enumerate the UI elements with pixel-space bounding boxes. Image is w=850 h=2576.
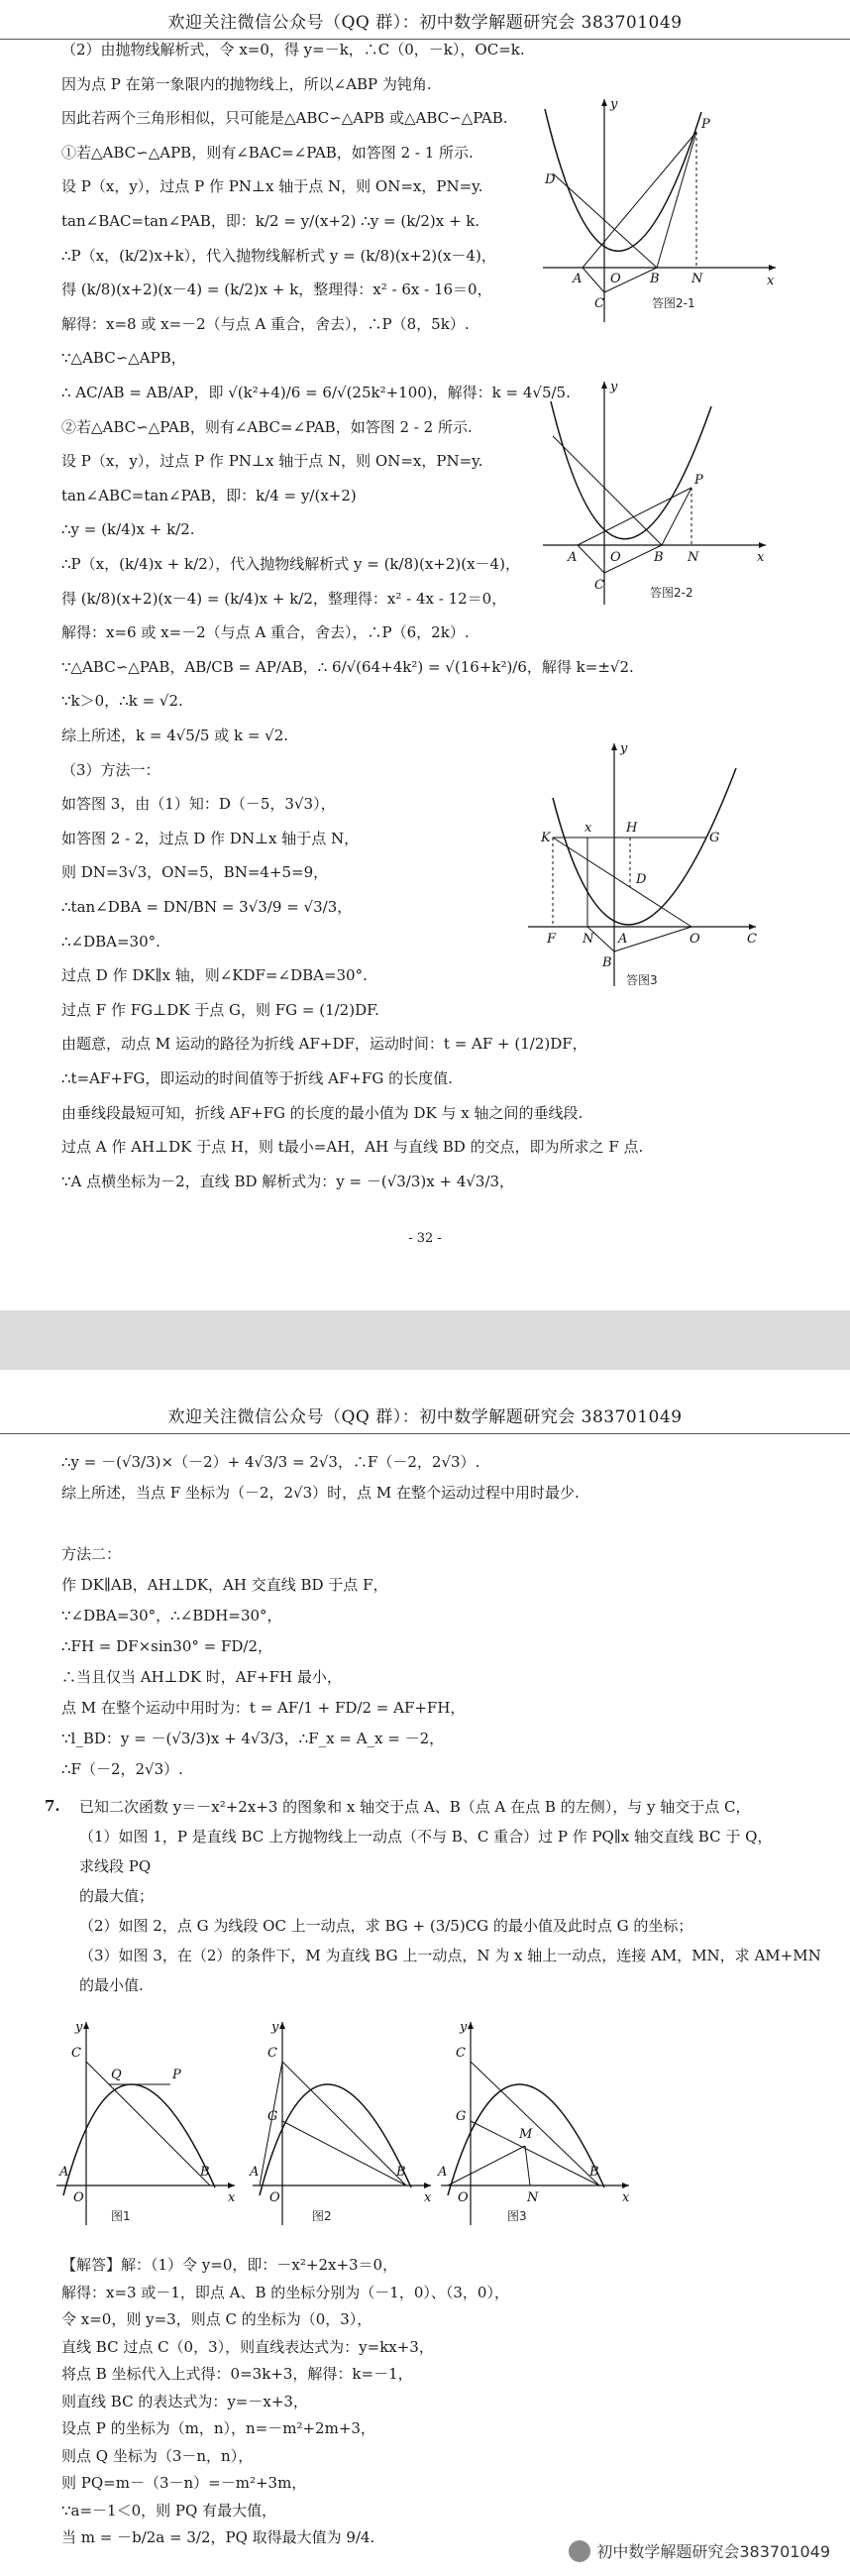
text-line: 的最小值. (79, 1976, 144, 1994)
text-line: 因为点 P 在第一象限内的抛物线上，所以∠ABP 为钝角. (61, 74, 432, 93)
point-label-b: B (396, 2165, 406, 2180)
point-label-c: C (456, 2046, 466, 2061)
point-label-c: C (594, 296, 604, 311)
axis-label-y: y (460, 2020, 468, 2035)
point-label-a: N (583, 932, 594, 947)
document-page-2 (0, 1373, 850, 2576)
point-label-b: B (200, 2165, 210, 2180)
text-line: ∴ AC/AB = AB/AP，即 √(k²+4)/6 = 6/√(25k²+100)，解得：k = 4√5/5. (61, 384, 571, 401)
point-label-c: B (602, 955, 612, 970)
text-line: ∵A 点横坐标为－2，直线 BD 解析式为：y = －(√3/3)x + 4√3/3， (61, 1172, 515, 1190)
figure-caption: 图3 (507, 2209, 527, 2223)
axis-label-x: x (767, 274, 775, 288)
point-label-m: M (519, 2127, 533, 2142)
text-line: 由垂线段最短可知，折线 AF+FG 的长度的最小值为 DK 与 x 轴之间的垂线段. (61, 1103, 584, 1122)
point-label-a: A (573, 272, 583, 286)
watermark (569, 2539, 830, 2562)
point-label-o: O (458, 2190, 469, 2205)
axis-label-x: x (424, 2190, 432, 2205)
text-line: 如答图 3，由（1）知：D（－5，3√3）， (61, 795, 336, 814)
point-label-n: N (688, 550, 699, 565)
point-label-h: x (584, 821, 592, 836)
point-label-a: A (59, 2165, 69, 2180)
text-line: 则点 Q 坐标为（3－n，n）， (61, 2446, 254, 2465)
axis-label-y: y (620, 741, 628, 756)
point-label-b: B (654, 550, 664, 565)
text-line: 综上所述，当点 F 坐标为（－2，2√3）时，点 M 在整个运动过程中用时最少. (61, 1484, 580, 1502)
figure-caption: 答图2-2 (650, 586, 693, 600)
figure-answer-2-2 (533, 377, 781, 615)
text-line: ②若△ABC∽△PAB，则有∠ABC=∠PAB，如答图 2 - 2 所示. (61, 417, 473, 436)
text-line: 如答图 2 - 2，过点 D 作 DN⊥x 轴于点 N， (61, 829, 360, 847)
text-line: 设 P（x，y），过点 P 作 PN⊥x 轴于点 N，则 ON=x，PN=y. (61, 177, 483, 196)
point-label-g: G (456, 2109, 467, 2124)
text-line: ∵∠DBA=30°，∴∠BDH=30°， (61, 1607, 282, 1624)
text-line: （1）如图 1，P 是直线 BC 上方抛物线上一动点（不与 B、C 重合）过 P 作 PQ∥x 轴交直线 BC 于 Q， (79, 1828, 773, 1846)
text-line: 直线 BC 过点 C（0，3），则直线表达式为：y=kx+3， (61, 2337, 434, 2356)
point-label-n: F (547, 932, 557, 947)
text-line: ∵△ABC∽△APB， (61, 349, 186, 368)
text-line: 解得：x=6 或 x=－2（与点 A 重合，舍去），∴P（6，2k）. (61, 623, 470, 642)
point-label-d: K (541, 831, 551, 845)
text-line: 求线段 PQ (79, 1857, 152, 1875)
text-line: 得 (k/8)(x+2)(x－4) = (k/2)x + k，整理得：x² - 6x - 16＝0， (61, 280, 492, 299)
point-label-f: D (636, 872, 647, 887)
text-line: （3）如图 3，在（2）的条件下，M 为直线 BG 上一动点，N 为 x 轴上一动点，连接 AM，MN，求 AM+MN (79, 1947, 821, 1964)
point-label-c: C (71, 2046, 81, 2061)
point-label-p: P (701, 117, 710, 132)
point-label-a: A (438, 2165, 448, 2180)
text-line: 则 PQ=m－（3－n）=－m²+3m， (61, 2474, 307, 2492)
axis-label-y: y (75, 2020, 83, 2035)
text-line: （2）由抛物线解析式，令 x=0，得 y=－k，∴C（0，－k），OC=k. (61, 41, 525, 58)
figure-2 (248, 2017, 436, 2230)
point-label-o: O (610, 550, 621, 565)
text-line: 的最大值； (79, 1887, 155, 1905)
text-line: （3）方法一： (61, 760, 160, 779)
point-label-a: A (568, 550, 578, 565)
text-line: 则直线 BC 的表达式为：y=－x+3， (61, 2392, 308, 2410)
point-label-o: A (618, 932, 628, 947)
text-line: 则 DN=3√3，ON=5，BN=4+5=9， (61, 863, 329, 882)
point-label-d: D (545, 172, 556, 187)
text-line: 解得：x=8 或 x=－2（与点 A 重合，舍去），∴P（8，5k）. (61, 314, 470, 333)
text-line: tan∠BAC=tan∠PAB，即：k/2 = y/(x+2) ∴y = (k/2)x + k. (61, 212, 480, 230)
text-line: 设点 P 的坐标为（m，n），n=－m²+2m+3， (61, 2419, 375, 2437)
axis-label-x: x (622, 2190, 630, 2205)
text-line: ∴P（x，(k/4)x + k/2），代入抛物线解析式 y = (k/8)(x+2)(x－4)， (61, 555, 520, 573)
text-line: 过点 A 作 AH⊥DK 于点 H，则 t最小=AH，AH 与直线 BD 的交点，即为所求之 F 点. (61, 1138, 644, 1157)
text-line: 作 DK∥AB，AH⊥DK，AH 交直线 BD 于点 F， (61, 1576, 388, 1594)
figure-answer-3 (523, 738, 771, 996)
watermark-text: 初中数学解题研究会383701049 (596, 2542, 830, 2561)
point-label-g: H (626, 821, 638, 836)
figure-caption: 图1 (111, 2209, 131, 2223)
axis-label-x: C (747, 932, 757, 947)
text-line: ∴y = －(√3/3)×（－2）+ 4√3/3 = 2√3，∴F（－2，2√3）. (61, 1453, 480, 1471)
text-line: ∴t=AF+FG，即运动的时间值等于折线 AF+FG 的长度值. (61, 1069, 453, 1087)
text-line: ∵△ABC∽△PAB，AB/CB = AP/AB，∴ 6/√(64+4k²) = √(16+k²)/6，解得 k=±√2. (61, 657, 634, 676)
point-label-o: O (269, 2190, 280, 2205)
point-label-k: G (709, 831, 720, 845)
text-line: 点 M 在整个运动中用时为：t = AF/1 + FD/2 = AF+FH， (61, 1699, 466, 1717)
page-separator (0, 1310, 850, 1370)
figure-caption: 答图3 (626, 973, 658, 987)
point-label-n: N (691, 272, 703, 286)
point-label-b: O (690, 932, 700, 947)
text-line: 得 (k/8)(x+2)(x－4) = (k/4)x + k/2，整理得：x² - 4x - 12＝0， (61, 589, 507, 608)
text-line: ∴y = (k/4)x + k/2. (61, 520, 195, 539)
text-line: ∴P（x，(k/2)x+k），代入抛物线解析式 y = (k/8)(x+2)(x－4)， (61, 246, 496, 265)
text-line: ∵l_BD：y = －(√3/3)x + 4√3/3，∴F_x = A_x = －2， (61, 1730, 445, 1747)
page-header: 欢迎关注微信公众号（QQ 群）：初中数学解题研究会 383701049 (0, 1402, 850, 1434)
point-label-o: O (610, 272, 621, 286)
text-line: ∴FH = DF×sin30° = FD/2， (61, 1637, 273, 1655)
figure-caption: 答图2-1 (652, 296, 695, 310)
text-line: 由题意，动点 M 运动的路径为折线 AF+DF，运动时间：t = AF + (1/2)DF， (61, 1035, 587, 1054)
axis-label-y: y (610, 97, 618, 112)
text-line: 综上所述，k = 4√5/5 或 k = √2. (61, 727, 289, 744)
point-label-o: O (73, 2190, 84, 2205)
figure-caption: 图2 (312, 2209, 332, 2223)
text-line: ∴∠DBA=30°. (61, 932, 160, 951)
point-label-p: P (694, 473, 703, 488)
text-line: 因此若两个三角形相似，只可能是△ABC∽△APB 或△ABC∽△PAB. (61, 109, 508, 128)
text-line: ①若△ABC∽△APB，则有∠BAC=∠PAB，如答图 2 - 1 所示. (61, 143, 474, 162)
point-label-n: N (527, 2190, 539, 2205)
text-line: 解得：x=3 或－1，即点 A、B 的坐标分别为（－1，0）、（3，0）， (61, 2283, 509, 2301)
wechat-icon (569, 2540, 590, 2562)
text-line: ∵a=－1＜0，则 PQ 有最大值， (61, 2501, 277, 2520)
text-line: 已知二次函数 y＝－x²+2x+3 的图象和 x 轴交于点 A、B（点 A 在点 B 的左侧），与 y 轴交于点 C， (79, 1798, 751, 1816)
page-number: - 32 - (408, 1231, 442, 1246)
point-label-g: G (267, 2109, 278, 2124)
text-line: ∵k＞0，∴k = √2. (61, 692, 183, 711)
point-label-b: B (589, 2165, 599, 2180)
text-line: ∴F（－2，2√3）. (61, 1760, 183, 1778)
axis-label-y: y (271, 2020, 279, 2035)
figure-3 (436, 2017, 634, 2230)
point-label-a: A (250, 2165, 260, 2180)
figure-answer-2-1 (533, 94, 781, 327)
axis-label-x: x (757, 550, 765, 565)
text-line: 过点 D 作 DK∥x 轴，则∠KDF=∠DBA=30°. (61, 966, 368, 985)
figure-1 (52, 2017, 240, 2230)
text-line: 当 m = －b/2a = 3/2，PQ 取得最大值为 9/4. (61, 2528, 375, 2546)
point-label-p: P (172, 2068, 181, 2082)
text-line: 设 P（x，y），过点 P 作 PN⊥x 轴于点 N，则 ON=x，PN=y. (61, 452, 483, 471)
axis-label-x: x (228, 2190, 236, 2205)
question-number: 7. (45, 1797, 60, 1815)
axis-label-y: y (610, 380, 618, 394)
text-line: ∴tan∠DBA = DN/BN = 3√3/9 = √3/3， (61, 898, 353, 916)
point-label-c: C (594, 578, 604, 593)
text-line: 【解答】解：（1）令 y=0，即：－x²+2x+3＝0， (61, 2256, 398, 2274)
text-line: 方法二： (61, 1545, 122, 1563)
text-line: ∴当且仅当 AH⊥DK 时，AF+FH 最小， (61, 1668, 342, 1686)
point-label-q: Q (111, 2068, 122, 2082)
text-line: 过点 F 作 FG⊥DK 于点 G，则 FG = (1/2)DF. (61, 1000, 379, 1019)
point-label-b: B (650, 272, 660, 286)
text-line: （2）如图 2，点 G 为线段 OC 上一动点，求 BG + (3/5)CG 的最小值及此时点 G 的坐标； (79, 1917, 693, 1935)
text-line: 将点 B 坐标代入上式得：0=3k+3，解得：k=－1， (61, 2365, 413, 2383)
text-line: tan∠ABC=tan∠PAB，即：k/4 = y/(x+2) (61, 486, 357, 504)
page-header: 欢迎关注微信公众号（QQ 群）：初中数学解题研究会 383701049 (0, 8, 850, 40)
text-line: 令 x=0，则 y=3，则点 C 的坐标为（0，3）， (61, 2310, 372, 2328)
point-label-c: C (267, 2046, 277, 2061)
